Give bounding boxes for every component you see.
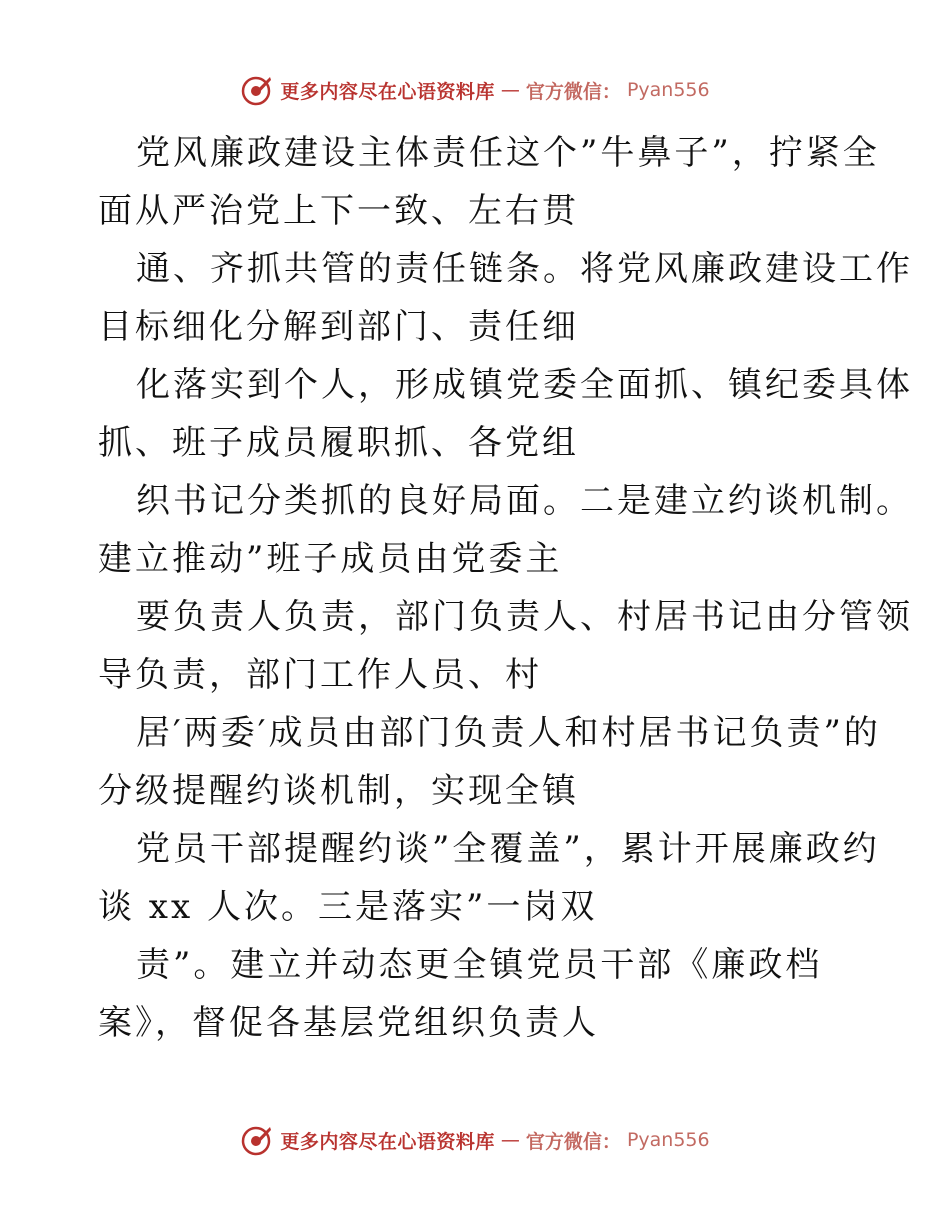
header-banner <box>0 70 950 110</box>
body-line: 面从严治党上下一致、左右贯 <box>98 191 579 231</box>
body-line: 案》，督促各基层党组织负责人 <box>98 1003 599 1043</box>
header-wechat-id: Pyan556 <box>626 79 710 101</box>
header-dash: — <box>500 79 520 101</box>
footer-wechat-label: 官方微信： <box>525 1130 621 1153</box>
body-line: 分级提醒约谈机制，实现全镇 <box>98 771 579 811</box>
footer-dash: — <box>500 1129 520 1151</box>
body-line: 要负责人负责，部门负责人、村居书记由分管领 <box>136 597 913 637</box>
footer-wechat-id: Pyan556 <box>626 1129 710 1151</box>
body-line: 导负责，部门工作人员、村 <box>98 655 542 695</box>
body-line: 织书记分类抓的良好局面。二是建立约谈机制。 <box>136 481 913 521</box>
body-line: 党风廉政建设主体责任这个”牛鼻子”，拧紧全 <box>136 133 880 173</box>
header-brand-text: 更多内容尽在心语资料库 <box>280 80 495 103</box>
document-body <box>98 124 913 1052</box>
body-line: 抓、班子成员履职抓、各党组 <box>98 423 579 463</box>
body-line: 目标细化分解到部门、责任细 <box>98 307 579 347</box>
body-line: 谈 xx 人次。三是落实”一岗双 <box>98 887 598 927</box>
body-line: 党员干部提醒约谈”全覆盖”，累计开展廉政约 <box>136 829 880 869</box>
body-line: 化落实到个人，形成镇党委全面抓、镇纪委具体 <box>136 365 913 405</box>
quill-logo-icon <box>240 1123 274 1157</box>
body-line: 建立推动”班子成员由党委主 <box>98 539 563 579</box>
footer-brand-text: 更多内容尽在心语资料库 <box>280 1130 495 1153</box>
body-line: 责”。建立并动态更全镇党员干部《廉政档 <box>136 945 823 985</box>
quill-logo-icon <box>240 73 274 107</box>
header-wechat-label: 官方微信： <box>525 80 621 103</box>
body-line: 居′两委′成员由部门负责人和村居书记负责”的 <box>136 713 881 753</box>
footer-banner <box>0 1120 950 1160</box>
body-line: 通、齐抓共管的责任链条。将党风廉政建设工作 <box>136 249 913 289</box>
